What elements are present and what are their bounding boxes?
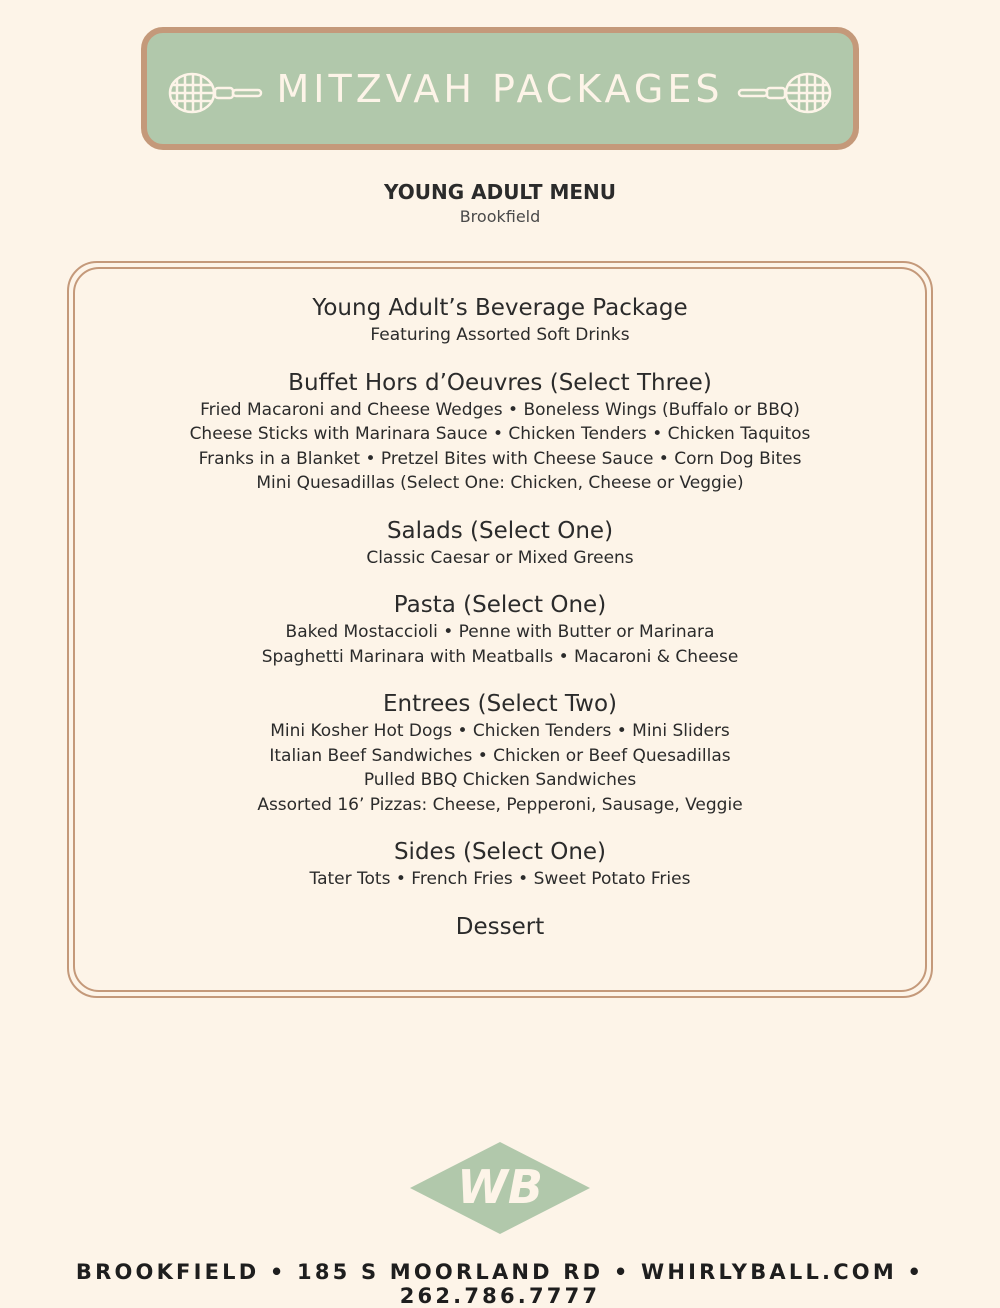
section-title: Pasta (Select One) (393, 592, 607, 618)
page-title: MITZVAH PACKAGES (276, 66, 724, 111)
menu-section (73, 838, 927, 892)
menu-title: YOUNG ADULT MENU (383, 180, 617, 204)
section-title: Dessert (455, 913, 545, 940)
menu-item-line: Fried Macaroni and Cheese Wedges • Boneless Wings (Buffalo or BBQ) (200, 399, 800, 420)
menu-item-line: Assorted 16’ Pizzas: Cheese, Pepperoni, Sausage, Veggie (257, 794, 743, 815)
section-title: Salads (Select One) (386, 517, 614, 544)
section-title: Buffet Hors d’Oeuvres (Select Three) (288, 369, 712, 396)
wb-diamond-logo (408, 1140, 592, 1236)
paddle-icon (167, 69, 265, 117)
menu-section (73, 690, 927, 817)
logo-text: WB (457, 1160, 543, 1214)
menu-item-line: Mini Quesadillas (Select One: Chicken, Cheese or Veggie) (256, 473, 744, 493)
menu-item-line: Classic Caesar or Mixed Greens (366, 547, 634, 568)
menu-section (73, 369, 927, 496)
menu-content (73, 294, 927, 963)
menu-item-line: Tater Tots • French Fries • Sweet Potato Fries (309, 869, 691, 889)
menu-item-line: Featuring Assorted Soft Drinks (370, 325, 630, 345)
menu-section (73, 294, 927, 348)
menu-section (73, 913, 927, 942)
header-banner (141, 27, 859, 150)
menu-section (73, 591, 927, 669)
menu-location: Brookfield (459, 207, 541, 226)
menu-section (73, 517, 927, 571)
section-title: Sides (Select One) (393, 839, 607, 865)
menu-item-line: Italian Beef Sandwiches • Chicken or Beef Quesadillas (269, 745, 731, 766)
menu-item-line: Cheese Sticks with Marinara Sauce • Chicken Tenders • Chicken Taquitos (189, 424, 811, 444)
menu-item-line: Spaghetti Marinara with Meatballs • Macaroni & Cheese (261, 646, 739, 667)
menu-item-line: Mini Kosher Hot Dogs • Chicken Tenders • Mini Sliders (270, 721, 730, 741)
paddle-icon (735, 69, 833, 117)
menu-item-line: Pulled BBQ Chicken Sandwiches (363, 770, 637, 790)
section-title: Entrees (Select Two) (382, 691, 617, 717)
section-title: Young Adult’s Beverage Package (312, 295, 688, 321)
menu-item-line: Franks in a Blanket • Pretzel Bites with Cheese Sauce • Corn Dog Bites (198, 448, 802, 469)
menu-item-line: Baked Mostaccioli • Penne with Butter or Marinara (285, 622, 715, 642)
footer-contact: BROOKFIELD • 185 S MOORLAND RD • WHIRLYBALL.COM • 262.786.7777 (75, 1260, 925, 1308)
